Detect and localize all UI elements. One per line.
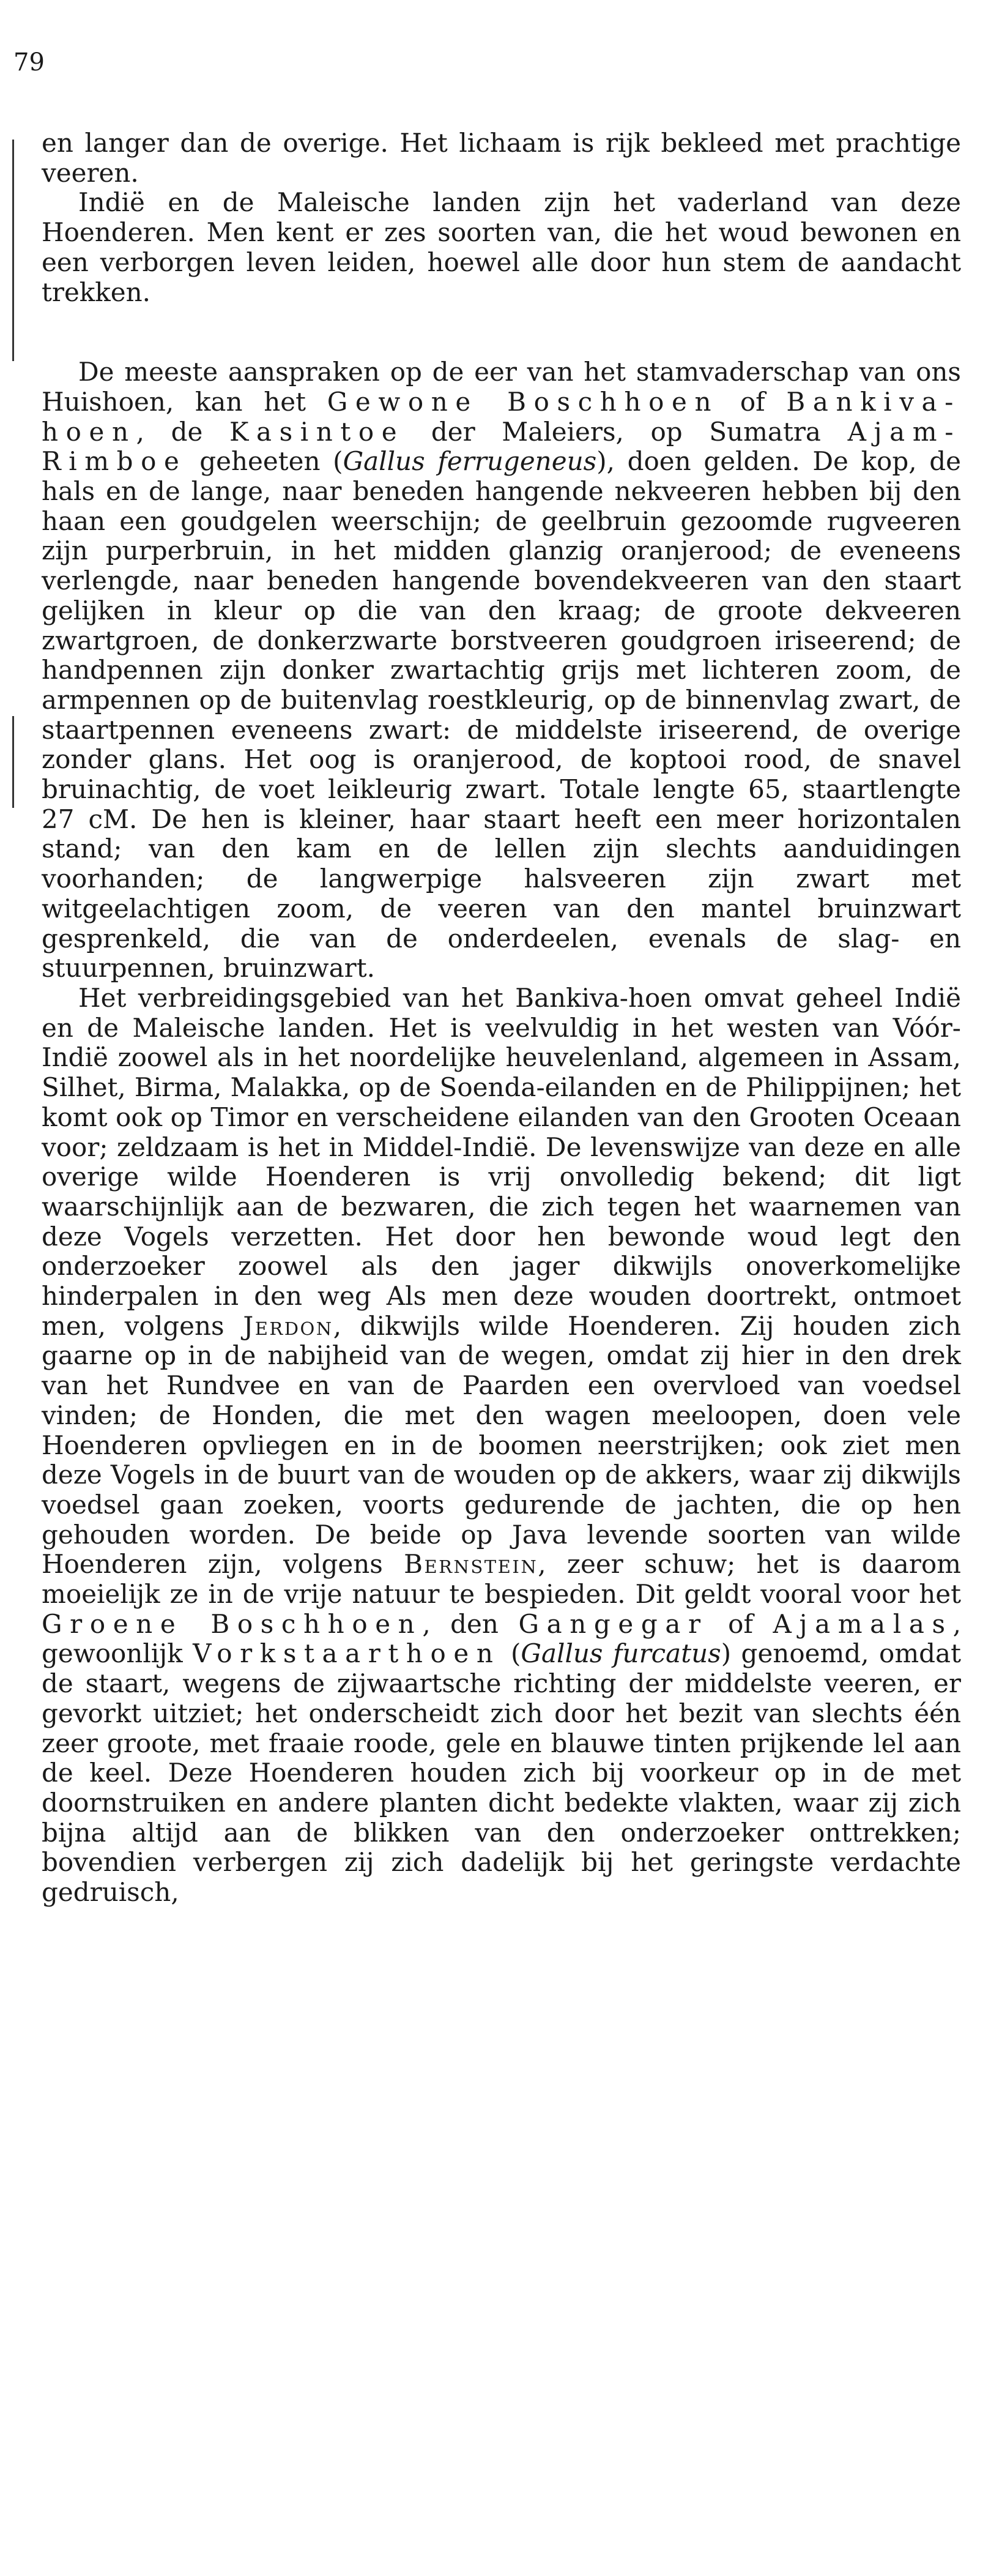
text-run: Indië en de Maleische landen zijn het vaderland van deze Hoenderen. Men kent er zes soorten van, die het woud bewonen en een verborgen leven leiden, hoewel alle door hun stem de aandacht trekken. (42, 187, 961, 307)
text-run: of (719, 386, 787, 417)
text-run: Gewone Boschhoen (327, 386, 719, 417)
text-run: en langer dan de overige. Het lichaam is rijk bekleed met prachtige veeren. (42, 128, 961, 188)
paragraph-1 (42, 129, 961, 188)
paragraph-4 (42, 984, 961, 1908)
text-run: , gewoonlijk (42, 1608, 961, 1669)
text-run: Gallus furcatus (521, 1638, 721, 1669)
margin-rule (12, 716, 14, 808)
text-run: der Maleiers, op Sumatra (404, 416, 848, 447)
text-run: Het verbreidingsgebied van het Bankiva-hoen omvat geheel Indië en de Maleische landen. Het is veelvuldig in het westen van Vóór-Indië zoowel als in het noordelijke heuvelenland, algemeen in Assam, Silhet, Birma, Malakka, op de Soenda-eilanden en de Philippijnen; het komt ook op Timor en verscheidene eilanden van den Grooten Oceaan voor; zeldzaam is het in Middel-Indië. De levenswijze van deze en alle overige wilde Hoenderen is vrij onvolledig bekend; dit ligt waarschijnlijk aan de bezwaren, die zich tegen het waarnemen van deze Vogels verzetten. Het door hen bewonde woud legt den onderzoeker zoowel als den jager dikwijls onoverkomelijke hinderpalen in den weg Als men deze wouden doortrekt, ontmoet men, volgens (42, 982, 961, 1341)
text-run: Groene Boschhoen (42, 1608, 423, 1639)
text-run: Gangegar (518, 1608, 708, 1639)
text-run: , zeer schuw; het is daarom moeielijk ze in de vrije natuur te bespieden. Dit geldt vooral voor het (42, 1549, 961, 1610)
text-run: Kasintoe (229, 416, 405, 447)
text-run: De meeste aanspraken op de eer van het stamvaderschap van ons Huishoen, kan het (42, 357, 961, 417)
page-number: 79 (13, 48, 45, 77)
text-run: Ajam-Rimboe (42, 416, 961, 477)
paragraph-3 (42, 357, 961, 984)
text-run: Jerdon (243, 1310, 333, 1341)
text-run: , den (422, 1608, 519, 1639)
margin-rule (12, 140, 14, 361)
text-run: ), doen gelden. De kop, de hals en de lange, naar beneden hangende nekveeren hebben bij den haan een goudgelen weerschijn; de geelbruin gezoomde rugveeren zijn purperbruin, in het midden glanzig oranjerood; de eveneens verlengde, naar beneden hangende bovendekveeren van den staart gelijken in kleur op die van den kraag; de groote dekveeren zwartgroen, de donkerzwarte borstveeren goudgroen iriseerend; de handpennen zijn donker zwartachtig grijs met lichteren zoom, de armpennen op de buitenvlag roestkleurig, op de binnenvlag zwart, de staartpennen eveneens zwart: de middelste iriseerend, de overige zonder glans. Het oog is oranjerood, de koptooi rood, de snavel bruinachtig, de voet leikleurig zwart. Totale lengte 65, staartlengte 27 cM. De hen is kleiner, haar staart heeft een meer horizontalen stand; van den kam en de lellen zijn slechts aanduidingen voorhanden; de langwerpige halsveeren zijn zwart met witgeelachtigen zoom, de veeren van den mantel bruinzwart gesprenkeld, die van de onderdeelen, evenals de slag- en stuurpennen, bruinzwart. (42, 446, 962, 984)
text-run: ( (500, 1638, 521, 1669)
text-run: geheeten ( (187, 446, 343, 477)
text-run: Bankiva-hoen (42, 386, 961, 447)
text-column (42, 129, 961, 1908)
text-run: Ajamalas (773, 1608, 953, 1639)
text-run: Vorkstaarthoen (193, 1638, 501, 1669)
text-run: Bernstein (404, 1549, 538, 1580)
text-run: , de (136, 416, 229, 447)
text-run: , dikwijls wilde Hoenderen. Zij houden zich gaarne op in de nabijheid van de wegen, omdat zij hier in den drek van het Rundvee en van de Paarden een overvloed van voedsel vinden; de Honden, die met den wagen meeloopen, doen vele Hoenderen opvliegen en in de boomen neerstrijken; ook ziet men deze Vogels in de buurt van de wouden op de akkers, waar zij dikwijls voedsel gaan zoeken, voorts gedurende de jachten, die op hen gehouden worden. De beide op Java levende soorten van wilde Hoenderen zijn, volgens (42, 1310, 962, 1580)
text-run: Gallus ferrugeneus (343, 446, 597, 477)
text-run: of (708, 1608, 773, 1639)
paragraph-2 (42, 188, 961, 307)
text-run: ) genoemd, omdat de staart, wegens de zijwaartsche richting der middelste veeren, er gevorkt uitziet; het onderscheidt zich door het bezit van slechts één zeer groote, met fraaie roode, gele en blauwe tinten prijkende lel aan de keel. Deze Hoenderen houden zich bij voorkeur op in de met doornstruiken en andere planten dicht bedekte vlakten, waar zij zich bijna altijd aan de blikken van den onderzoeker onttrekken; bovendien verbergen zij zich dadelijk bij het geringste verdachte gedruisch, (42, 1638, 961, 1908)
